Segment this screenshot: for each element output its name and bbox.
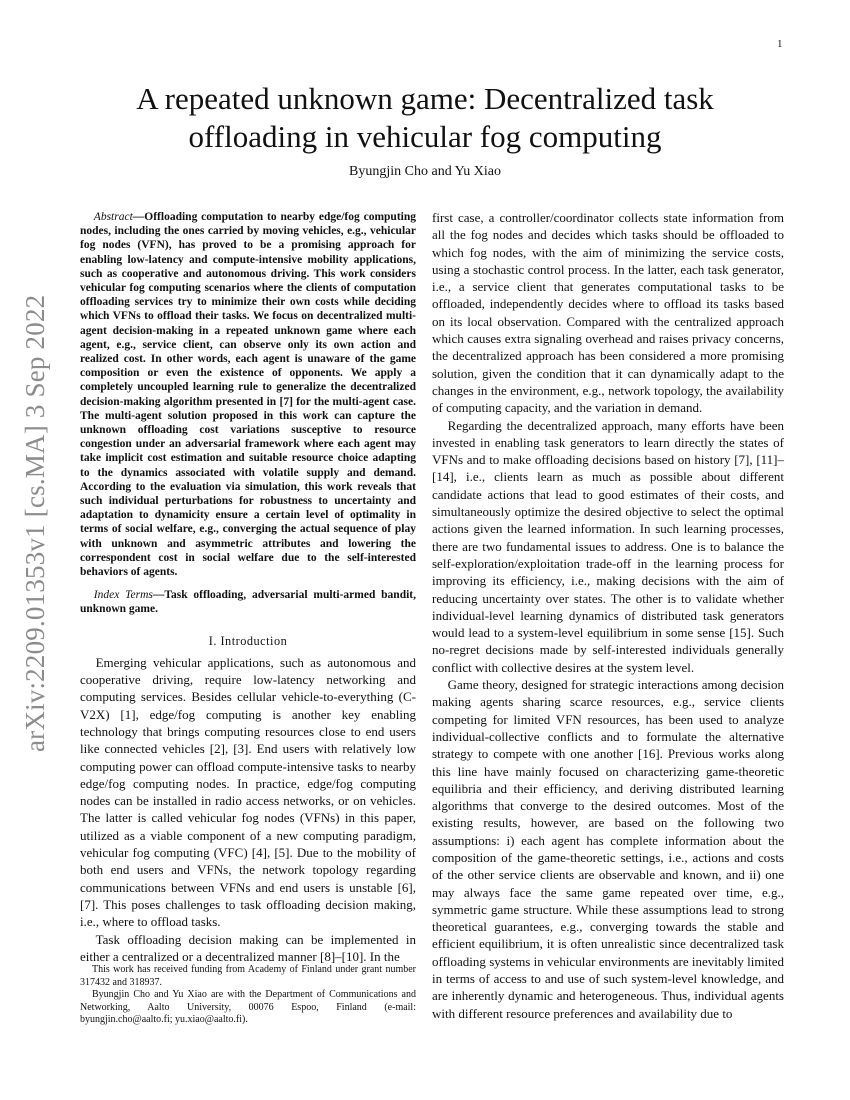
affiliation-footnote: Byungjin Cho and Yu Xiao are with the Department of Communications and Networking, Aalto University, 00076 Espoo, Finland (e-mail: byungjin.cho@aalto.fi; yu.xiao@aalto.fi). bbox=[80, 989, 416, 1026]
abstract bbox=[80, 210, 416, 579]
index-terms bbox=[80, 588, 416, 616]
paragraph: first case, a controller/coordinator collects state information from all the fog nodes and decides which tasks should be offloaded to which fog nodes, with the aim of minimizing the service costs, using a stochastic control process. In the latter, each task generator, i.e., a service client that generates computational tasks to be offloaded, independently decides where to offload its tasks based on its local observation. Compared with the centralized approach which causes extra signaling overhead and raises privacy concerns, the decentralized approach has been considered a more promising solution, given the condition that it can dynamically adapt to the changes in the environment, e.g., network topology, the availability of computing capacity, and the variation in demand. bbox=[432, 210, 784, 416]
abstract-label: Abstract bbox=[93, 211, 133, 223]
author-list: Byungjin Cho and Yu Xiao bbox=[349, 164, 501, 179]
page-number: 1 bbox=[777, 38, 783, 50]
paper-title: A repeated unknown game: Decentralized task offloading in vehicular fog computing bbox=[136, 81, 714, 154]
index-terms-text: —Task offloading, adversarial multi-armed bandit, unknown game. bbox=[80, 589, 416, 616]
paragraph: Task offloading decision making can be implemented in either a centralized or a decentralized manner [8]–[10]. In the bbox=[80, 931, 416, 964]
paragraph: Emerging vehicular applications, such as autonomous and cooperative driving, require low-latency networking and computing services. Besides cellular vehicle-to-everything (C-V2X) [1], edge/fog computing is another key enabling technology that brings computing resources close to end users like connected vehicles [2], [3]. End users with relatively low computing power can offload compute-intensive tasks to nearby edge/fog computing nodes. In practice, edge/fog computing nodes can be installed in radio access networks, or on vehicles. The latter is called vehicular fog nodes (VFNs) in this paper, utilized as a viable component of a new computing paradigm, vehicular fog computing (VFC) [4], [5]. Due to the mobility of both end users and VFNs, the network topology regarding communications between VFNs and end users is unstable [6], [7]. This poses challenges to task offloading decision making, i.e., where to offload tasks. bbox=[80, 654, 416, 930]
section-heading-introduction: I. Introduction bbox=[208, 633, 288, 648]
funding-footnote: This work has received funding from Academy of Finland under grant number 317432 and 318937. bbox=[80, 964, 416, 988]
left-column bbox=[80, 210, 416, 965]
arxiv-identifier: arXiv:2209.01353v1 [cs.MA] 3 Sep 2022 bbox=[20, 294, 50, 752]
abstract-text: —Offloading computation to nearby edge/fog computing nodes, including the ones carried by moving vehicles, e.g., vehicular fog nodes (VFN), has proved to be a promising approach for enabling low-latency and compute-intensive mobility applications, such as cooperative and autonomous driving. This work considers vehicular fog computing scenarios where the clients of computation offloading services try to minimize their own costs while deciding which VFNs to offload their tasks. We focus on decentralized multi-agent decision-making in a repeated unknown game where each agent, e.g., service client, can observe only its own action and realized cost. In other words, each agent is unaware of the game composition or even the existence of opponents. We apply a completely uncoupled learning rule to generalize the decentralized decision-making algorithm presented in [7] for the multi-agent case. The multi-agent solution proposed in this work can capture the unknown offloading cost variations susceptive to resource congestion under an adversarial framework where each agent may take implicit cost estimation and suitable resource choice adapting to the dynamics associated with volatile supply and demand. According to the evaluation via simulation, this work reveals that such individual perturbations for robustness to uncertainty and adaptation to dynamicity ensure a certain level of optimality in terms of social welfare, e.g., converging the actual sequence of play with unknown and asymmetric attributes and lowering the correspondent cost in social welfare due to the self-interested behaviors of agents. bbox=[80, 211, 416, 579]
index-terms-label: Index Terms bbox=[93, 589, 153, 602]
paragraph: Regarding the decentralized approach, many efforts have been invested in enabling task generators to learn directly the states of VFNs and to make offloading decisions based on history [7], [11]–[14], i.e., clients learn as much as possible about different candidate actions that lead to good estimates of their costs, and simultaneously optimize the desired objective to select the optimal actions given the learned information. In such learning processes, there are two fundamental issues to address. One is to balance the self-exploration/exploitation trade-off in the learning process for improving its efficiency, i.e., making decisions with the aim of reducing uncertainty over states. The other is to validate whether individual-level learning dynamics of distributed task generators would lead to a system-level equilibrium in some sense [15]. Such no-regret decisions made by self-interested individuals generally conflict with collective desires at the system level. bbox=[432, 417, 784, 675]
right-column bbox=[432, 209, 784, 1022]
paragraph: Game theory, designed for strategic interactions among decision making agents sharing scarce resources, e.g., service clients competing for limited VFN resources, has been used to analyze individual-collective conflicts and to formulate the alternative strategy to compete with one another [16]. Previous works along this line have mainly focused on characterizing game-theoretic equilibria and their efficiency, and deriving distributed learning algorithms that converge to the desired outcomes. Most of the existing results, however, are based on the following two assumptions: i) each agent has complete information about the composition of the game-theoretic settings, i.e., actions and costs of the other service clients are observable and known, and ii) one may always face the same game repeated over time, e.g., symmetric game structure. While these assumptions lead to strong theoretical guarantees, e.g., converging towards the stable and efficient equilibrium, it is often unrealistic since decentralized task offloading systems in vehicular environments are inevitably limited in terms of access to and use of such system-level knowledge, and are inherently dynamic and heterogeneous. Thus, individual agents with different resource preferences and availability due to bbox=[432, 677, 784, 1021]
footnotes bbox=[80, 964, 416, 1027]
